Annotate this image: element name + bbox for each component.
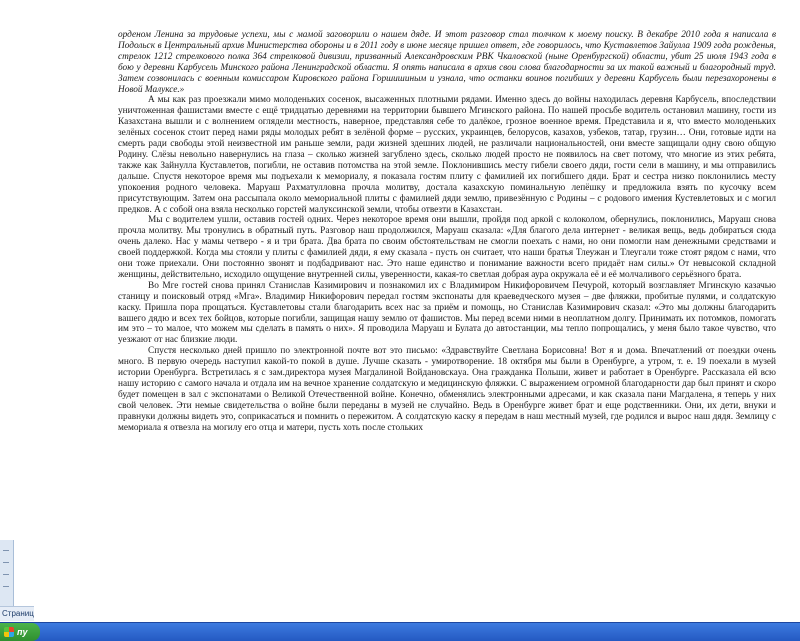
taskbar: [0, 622, 800, 641]
ruler-tick: [3, 562, 9, 563]
paragraph-archive: орденом Ленина за трудовые успехи, мы с мамой заговорили о нашем дяде. И этот разговор стал толчком к моему поиску. В декабре 2010 года я написала в Подольск в Центральный архив Министерства обороны и в 2011 году в июне месяце пришел ответ, где говорилось, что Куставлетов Зайулла 1909 года рожденья, стрелок 1212 стрелкового полка 364 стрелковой дивизии, призванный Александровским РВК Чкаловской (ныне Оренбургской) области, убит 25 июля 1943 года в бою у деревни Карбусель Минского района Ленинградской области. Я опять написала в архив свои слова благодарности за их такой важный и благородный труд. Затем созвонилась с военным комиссаром Кировского района Горшишиным и узнала, что останки воинов погибших у деревни Карбусель были перезахоронены в Новой Малуксе.»: [118, 30, 776, 95]
paragraph-return: Мы с водителем ушли, оставив гостей одних. Через некоторое время они вышли, пройдя под аркой с колоколом, обернулись, поклонились, Маруаш снова прочла молитву. Мы тронулись в обратный путь. Разговор наш продолжился, Маруаш сказала: «Для благого дела интернет - великая вещь, ведь добираться сюда очень далеко. Нас у мамы четверо - я и три брата. Два брата по своим обстоятельствам не смогли поехать с нами, но они помогли нам денежными средствами и своей поддержкой. Когда мы стояли у плиты с фамилией дяди, я ему сказала - пусть он считает, что наши братья Тлеужан и Тлеугали тоже стоят рядом с нами, что они тоже приехали. Они постоянно звонят и подбадривают нас. Это наше единство и понимание важности всего придаёт нам силы.» От невысокой складной женщины, действительно, исходило ощущение внутренней силы, уверенности, какая-то светлая добрая аура окружала её и её молчаливого серьёзного брата.: [118, 215, 776, 280]
document-page[interactable]: [118, 30, 776, 626]
ruler-tick: [3, 574, 9, 575]
ruler-tick: [3, 550, 9, 551]
windows-flag-icon: [4, 627, 14, 637]
start-button[interactable]: [0, 623, 40, 641]
ruler-tick: [3, 586, 9, 587]
start-label: пу: [17, 627, 28, 637]
page-count-label: Страниц: [0, 606, 34, 621]
paragraph-mga: Во Мге гостей снова принял Станислав Казимирович и познакомил их с Владимиром Никифоровичем Печурой, который возглавляет Мгинскую казачью станицу и поисковый отряд «Мга». Владимир Никифорович передал гостям экспонаты для краеведческого музея – две фляжки, пробитые пулями, и солдатскую каску. Пришла пора прощаться. Куставлетовы стали благодарить всех нас за приём и помощь, но Станислав Казимирович сказал: «Это мы должны благодарить вашего дядю и всех тех бойцов, которые погибли, защищая нашу землю от фашистов. Мы перед всеми ними в неоплатном долгу. Принимать их потомков, помогать им это – то малое, что можем мы сделать в память о них». Я проводила Маруаш и Булата до автостанции, мы тепло попрощались, у меня было такое чувство, что уезжают от нас близкие люди.: [118, 280, 776, 346]
paragraph-letter: Спустя несколько дней пришло по электронной почте вот это письмо: «Здравствуйте Светлана Борисовна! Вот я и дома. Впечатлений от поездки очень много. В первую очередь наступил какой-то покой в душе. Лучше сказать - умиротворение. 18 октября мы были в Оренбурге, а утром, т. е. 19 поехали в музей истории Оренбурга. Встретилась я с зам.директора музея Магдалиной Войдановскаya. Она гражданка Польши, живет и работает в Оренбурге. Рассказала ей всю нашу историю с самого начала и отдала им на вечное хранение солдатскую и медицинскую фляжки. С выражением огромной благодарности дар был принят и скоро будет помещен в зал с экспонатами о Великой Отечественной войне. Конечно, обменялись электронными адресами, и как сказала пани Магдалена, я теперь у них свой человек. Эти немые свидетельства о войне были переданы в музей не случайно. Ведь в Оренбурге живет брат и еще родственники. Они, их дети, внуки и правнуки должны видеть это, соприкасаться и помнить о пережитом. А солдатскую каску я передам в наш местный музей, где родился и вырос наш дядя. Землицу с мемориала я отвезла на могилу его отца и матери, пусть хоть после стольких: [118, 346, 776, 433]
paragraph-karbusel: А мы как раз проезжали мимо молоденьких сосенок, высаженных плотными рядами. Именно здесь до войны находилась деревня Карбусель, впоследствии уничтоженная фашистами вместе с ещё тридцатью деревнями на территории бывшего Мгинского района. По нашей просьбе водитель остановил машину, гости из Казахстана вышли и с волнением оглядели местность, наверное, представляя себе то далёкое, грозное военное время. Представила и я, что вместо молоденьких зелёных сосенок стоит перед нами ряды молодых ребят в зелёной форме – русских, украинцев, белорусов, казахов, узбеков, татар, грузин… Они, готовые идти на смерть ради свободы этой неизвестной им раньше земли, ради жизней здешних людей, не различали национальностей, они вместе защищали одну свою общую Родину. Слёзы невольно навернулись на глаза – сколько жизней загублено здесь, сколько людей просто не появилось на свет потому, что многие из этих ребята, также как Зайнулла Куставлетов, погибли, не оставив потомства на этой земле. Поклонившись месту гибели своего дяди, гости сели в машину, и мы отправились дальше. Спустя некоторое время мы подъехали к мемориалу, я показала гостям плиту с фамилией их погибшего дяди. Брат и сестра низко поклонились месту упокоения родного человека. Маруаш Рахматулловна прочла молитву, достала казахскую поминальную лепёшку и предложила взять по кусочку всем присутствующим. Затем она рассыпала около мемориальной плиты с фамилией дяди землю, привезённую с Родины – с родового имения Кустевлетовых и с могил предков. А с собой она взяла несколько горстей малуксинской земли, чтобы отвезти в Казахстан.: [118, 95, 776, 215]
